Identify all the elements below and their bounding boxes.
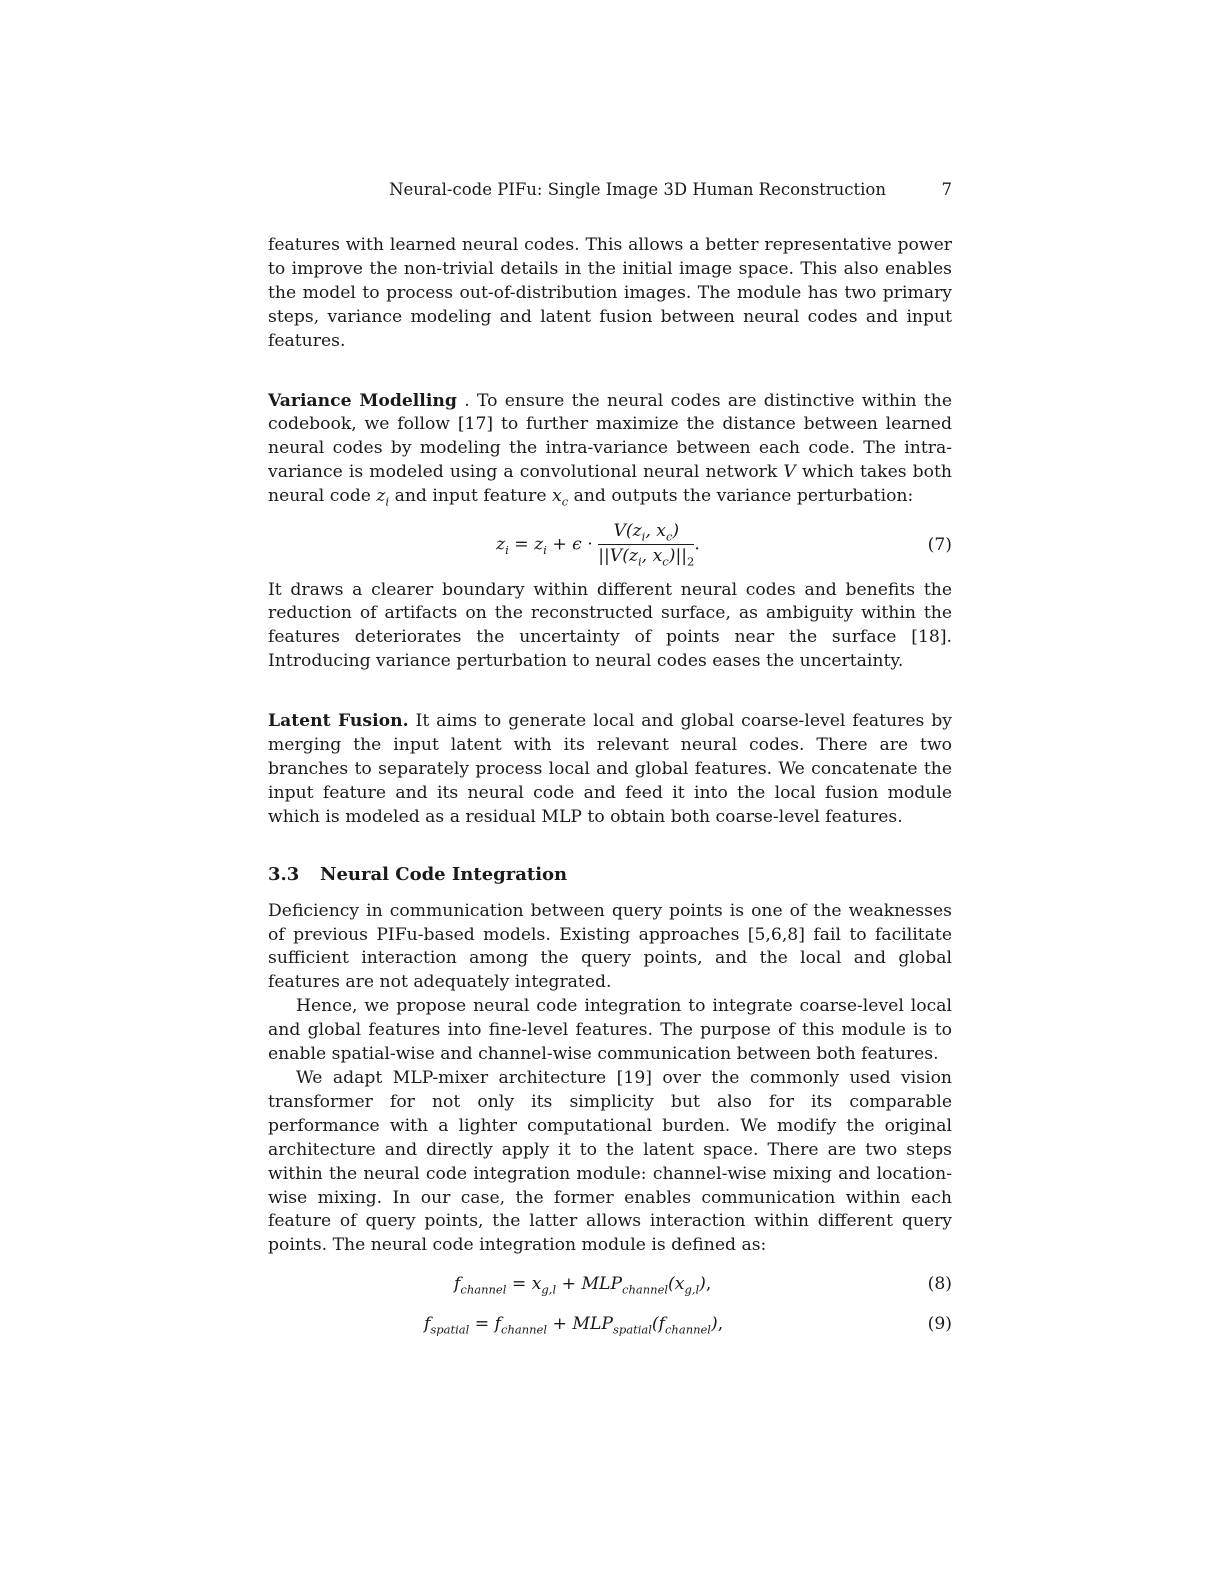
integration-paragraph-1: Deficiency in communication between query points is one of the weaknesses of previous PIFu-based models. Existing approaches [5,6,8] fail to facilitate sufficient interaction among the query points, and the local and global features are not adequately integrated. [268,900,952,993]
equation-8-body: $f_{channel} = x_{g,l} + MLP_{channel}(x_{g,l})$, [454,1274,712,1297]
equation-9-body: $f_{spatial} = f_{channel} + MLP_{spatial}(f_{channel})$, [424,1314,724,1337]
page-number: 7 [941,180,952,199]
integration-paragraph-3: We adapt MLP-mixer architecture [19] over the commonly used vision transformer for not only its simplicity but also for its comparable performance with a lighter computational burden. We modify the original architecture and directly apply it to the latent space. There are two steps within the neural code integration module: channel-wise mixing and location-wise mixing. In our case, the former enables communication within each feature of query points, the latter allows interaction within different query points. The neural code integration module is defined as: [268,1068,952,1256]
variable-x: $x_c$ [551,486,569,509]
variance-modelling-paragraph [268,390,952,515]
variance-text-2: which takes both neural code [268,462,953,507]
variance-text-3: and input feature [394,486,547,507]
equation-7-number: (7) [927,534,952,555]
equation-7-body: $z_i = z_i + \epsilon$ · $\frac{V(z_i, x_c)}{||V(z_i, x_c)||_2}$ . [496,520,700,569]
section-title: Neural Code Integration [320,863,568,885]
latent-fusion-heading: Latent Fusion. [268,711,409,732]
running-header [268,180,952,208]
latent-fusion-text: It aims to generate local and global coarse-level features by merging the input latent with its relevant neural codes. There are two branches to separately process local and global features. We concatenate the input feature and its neural code and feed it into the local fusion module which is modeled as a residual MLP to obtain both coarse-level features. [268,711,953,827]
latent-fusion-paragraph [268,710,952,830]
equation-9 [268,1306,952,1344]
variable-z: $z_i$ [376,486,390,509]
equation-8-number: (8) [927,1274,952,1295]
paper-page [268,180,952,1344]
variance-text-4: and outputs the variance perturbation: [573,486,914,507]
section-number: 3.3 [268,863,300,885]
variable-V: V [783,462,796,483]
section-heading [268,863,952,887]
variance-modelling-heading: Variance Modelling [268,390,457,411]
running-title: Neural-code PIFu: Single Image 3D Human Reconstruction [389,180,886,199]
equation-7 [268,515,952,579]
variance-text-1: . To ensure the neural codes are distinctive within the codebook, we follow [17] to further maximize the distance between learned neural codes by modeling the intra-variance between each code. The intra-variance is modeled using a convolutional neural network [268,390,952,483]
after-equation-7-paragraph: It draws a clearer boundary within different neural codes and benefits the reduction of artifacts on the reconstructed surface, as ambiguity within the features deteriorates the uncertainty of points near the surface [18]. Introducing variance perturbation to neural codes eases the uncertainty. [268,579,952,672]
intro-paragraph: features with learned neural codes. This allows a better representative power to improve the non-trivial details in the initial image space. This also enables the model to process out-of-distribution images. The module has two primary steps, variance modeling and latent fusion between neural codes and input features. [268,235,952,351]
equation-8 [268,1268,952,1306]
equation-9-number: (9) [927,1314,952,1335]
integration-paragraph-2: Hence, we propose neural code integration to integrate coarse-level local and global features into fine-level features. The purpose of this module is to enable spatial-wise and channel-wise communication between both features. [268,996,952,1065]
